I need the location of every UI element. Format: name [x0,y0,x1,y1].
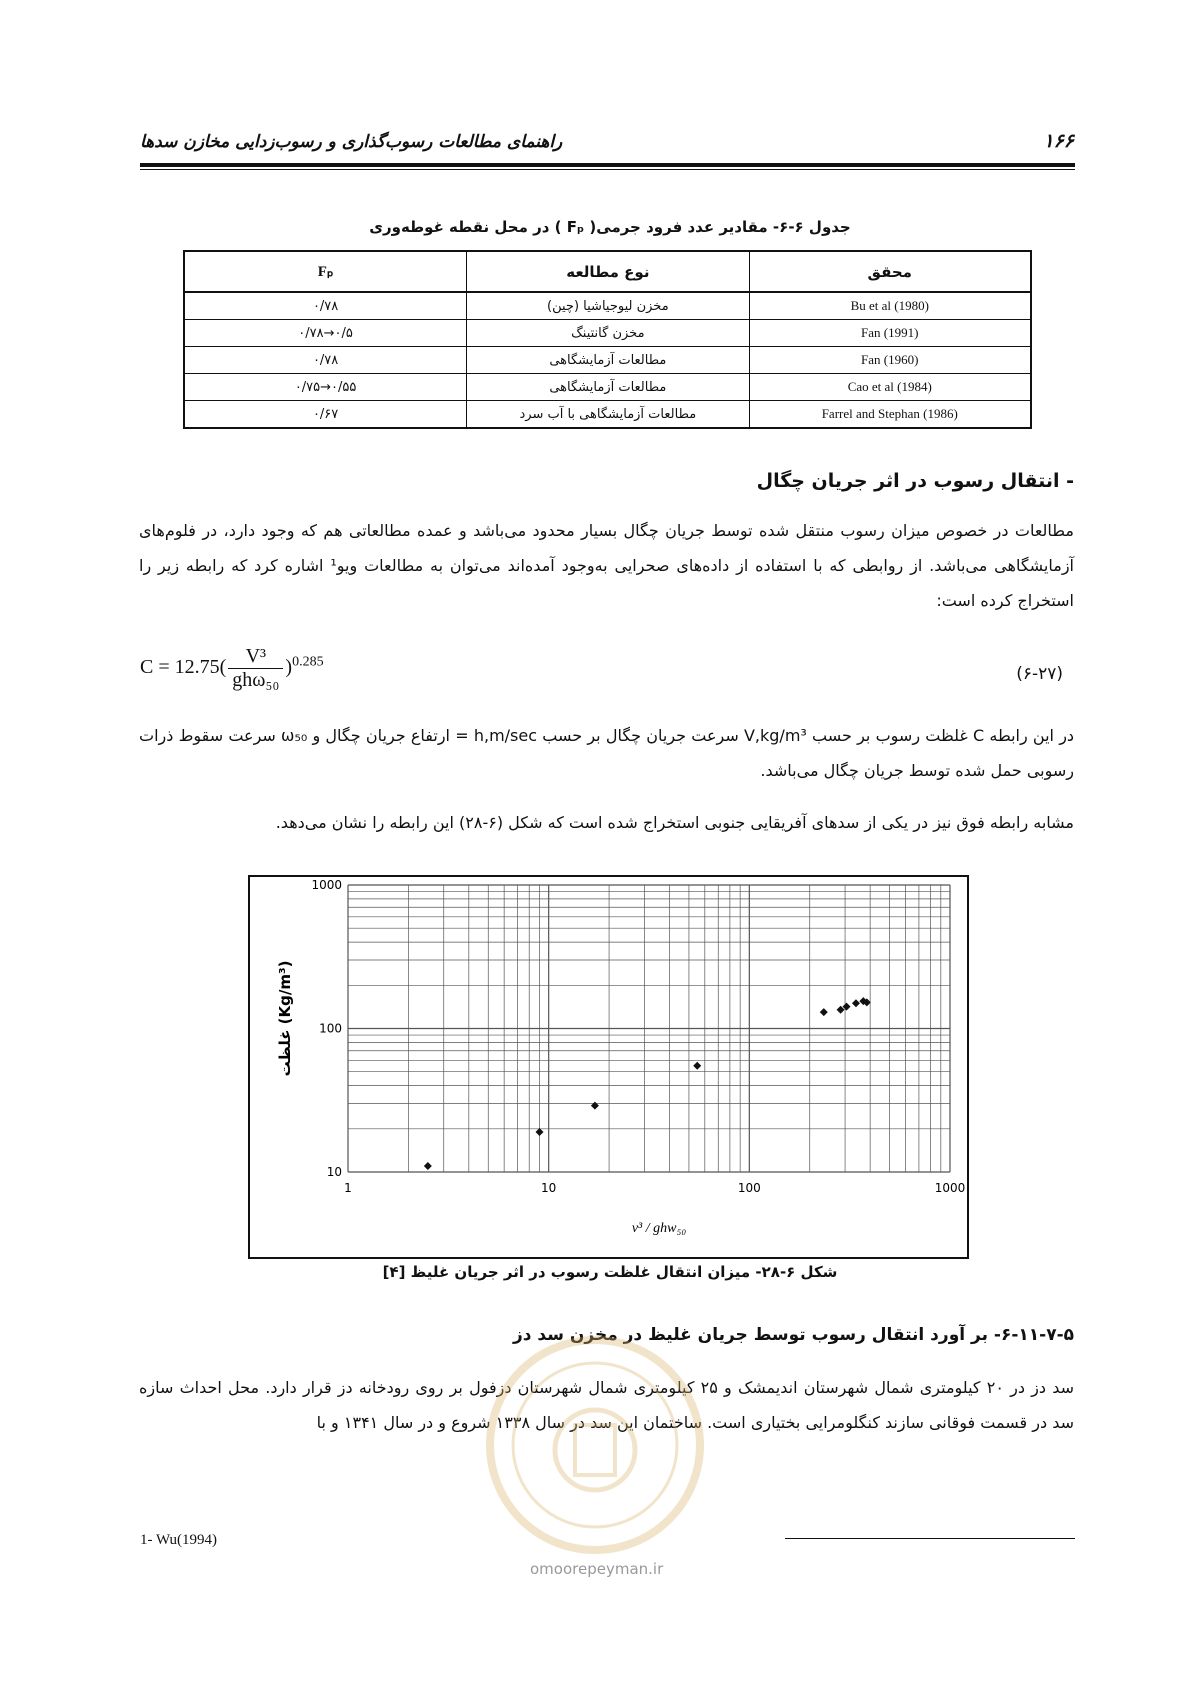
cell-researcher: Fan (1991) [749,320,1031,347]
x-axis-label: v³ / ghw₅₀ [631,1221,687,1236]
data-point [591,1102,599,1110]
figure-caption: شکل ۶-۲۸- میزان انتقال غلظت رسوب در اثر جریان غلیظ [۴] [382,1263,838,1281]
formula-numerator: V³ [228,645,283,669]
sediment-chart [250,877,967,1257]
y-axis-label: غلظت (Kg/m³) [276,960,294,1077]
y-tick-label: 1000 [311,878,342,892]
page-number: ۱۶۶ [1043,130,1074,152]
header-study-type: نوع مطالعه [467,251,749,292]
y-tick-label: 10 [326,1165,342,1179]
y-tick-label: 100 [319,1021,342,1036]
x-tick-label: 100 [737,1181,761,1195]
table-row [184,347,1031,374]
cell-study-type: مخزن لیوجیاشیا (چین) [467,292,749,320]
table-caption: جدول ۶-۶- مقادیر عدد فرود جرمی( Fₚ ) در محل نقطه غوطه‌وری [369,218,851,236]
cell-fp: ۰/۶۷ [184,401,467,429]
froude-table [183,250,1032,429]
table-row [184,292,1031,320]
cell-researcher: Fan (1960) [749,347,1031,374]
header-rule-thin [140,169,1075,170]
paragraph-dez-dam: سد دز در ۲۰ کیلومتری شمال شهرستان اندیمشک و ۲۵ کیلومتری شمال شهرستان دزفول بر روی رودخانه دز قرار دارد. محل احداث سازه سد در قسمت فوقانی سازند کنگلومرایی بختیاری است. ساختمان این سد در سال ۱۳۳۸ شروع و در سال ۱۳۴۱ و با [139,1378,1075,1432]
formula-fraction [228,645,283,692]
data-point [820,1008,828,1016]
watermark-text: omoorepeyman.ir [530,1560,664,1578]
x-tick-label: 1 [344,1181,352,1195]
paragraph-variables: در این رابطه C غلظت رسوب بر حسب V,kg/m³ سرعت جریان چگال بر حسب h,m/sec = ارتفاع جریان چگال و ω₅₀ سرعت سقوط ذرات رسوبی حمل شده توسط جریان چگال می‌باشد. [139,726,1075,780]
x-tick-label: 1000 [934,1181,966,1195]
data-point [535,1128,543,1136]
header-researcher: محقق [749,251,1031,292]
data-point [424,1162,432,1170]
paragraph-intro: مطالعات در خصوص میزان رسوب منتقل شده توسط جریان چگال بسیار محدود می‌باشد و عمده مطالعاتی هم که وجود دارد، در فلوم‌های آزمایشگاهی می‌باشد. از روابطی که با استفاده از داده‌های صحرایی به‌وجود آمده‌اند می‌توان به مطالعات ویو¹ اشاره کرد که رابطه زیر را استخراج کرده است: [139,521,1075,610]
formula-denominator: ghω₅₀ [232,669,280,691]
paragraph-similar: مشابه رابطه فوق نیز در یکی از سدهای آفریقایی جنوبی استخراج شده است که شکل (۶-۲۸) این رابطه را نشان می‌دهد. [275,813,1074,832]
x-tick-label: 10 [541,1181,557,1195]
cell-researcher: Bu et al (1980) [749,292,1031,320]
cell-researcher: Cao et al (1984) [749,374,1031,401]
section-heading: - انتقال رسوب در اثر جریان چگال [756,470,1074,492]
cell-fp: ۰/۷۸ [184,292,467,320]
cell-researcher: Farrel and Stephan (1986) [749,401,1031,429]
subsection-heading: ۶-۱۱-۷-۵- بر آورد انتقال رسوب توسط جریان غلیظ در مخزن سد دز [512,1325,1074,1345]
cell-study-type: مخزن گانتینگ [467,320,749,347]
cell-study-type: مطالعات آزمایشگاهی [467,374,749,401]
cell-fp: ۰/۵→۰/۷۸ [184,320,467,347]
equation-number: (۶-۲۷) [1016,664,1063,684]
running-header-title: راهنمای مطالعات رسوب‌گذاری و رسوب‌زدایی مخازن سدها [140,132,563,152]
table-row [184,320,1031,347]
watermark-seal-icon [480,1330,710,1560]
cell-study-type: مطالعات آزمایشگاهی [467,347,749,374]
cell-study-type: مطالعات آزمایشگاهی با آب سرد [467,401,749,429]
data-point [852,999,860,1007]
header-rule [140,163,1075,167]
formula [140,645,324,692]
cell-fp: ۰/۷۸ [184,347,467,374]
table-row [184,401,1031,429]
formula-rhs: ) [285,656,293,679]
formula-exponent: 0.285 [292,654,324,670]
table-header-row [184,251,1031,292]
cell-fp: ۰/۵۵→۰/۷۵ [184,374,467,401]
header-fp: Fₚ [184,251,467,292]
figure-frame [248,875,969,1259]
footnote-rule [785,1538,1075,1539]
formula-lhs: C = 12.75( [140,656,227,679]
footnote: 1- Wu(1994) [140,1532,218,1548]
table-row [184,374,1031,401]
data-point [693,1062,701,1070]
